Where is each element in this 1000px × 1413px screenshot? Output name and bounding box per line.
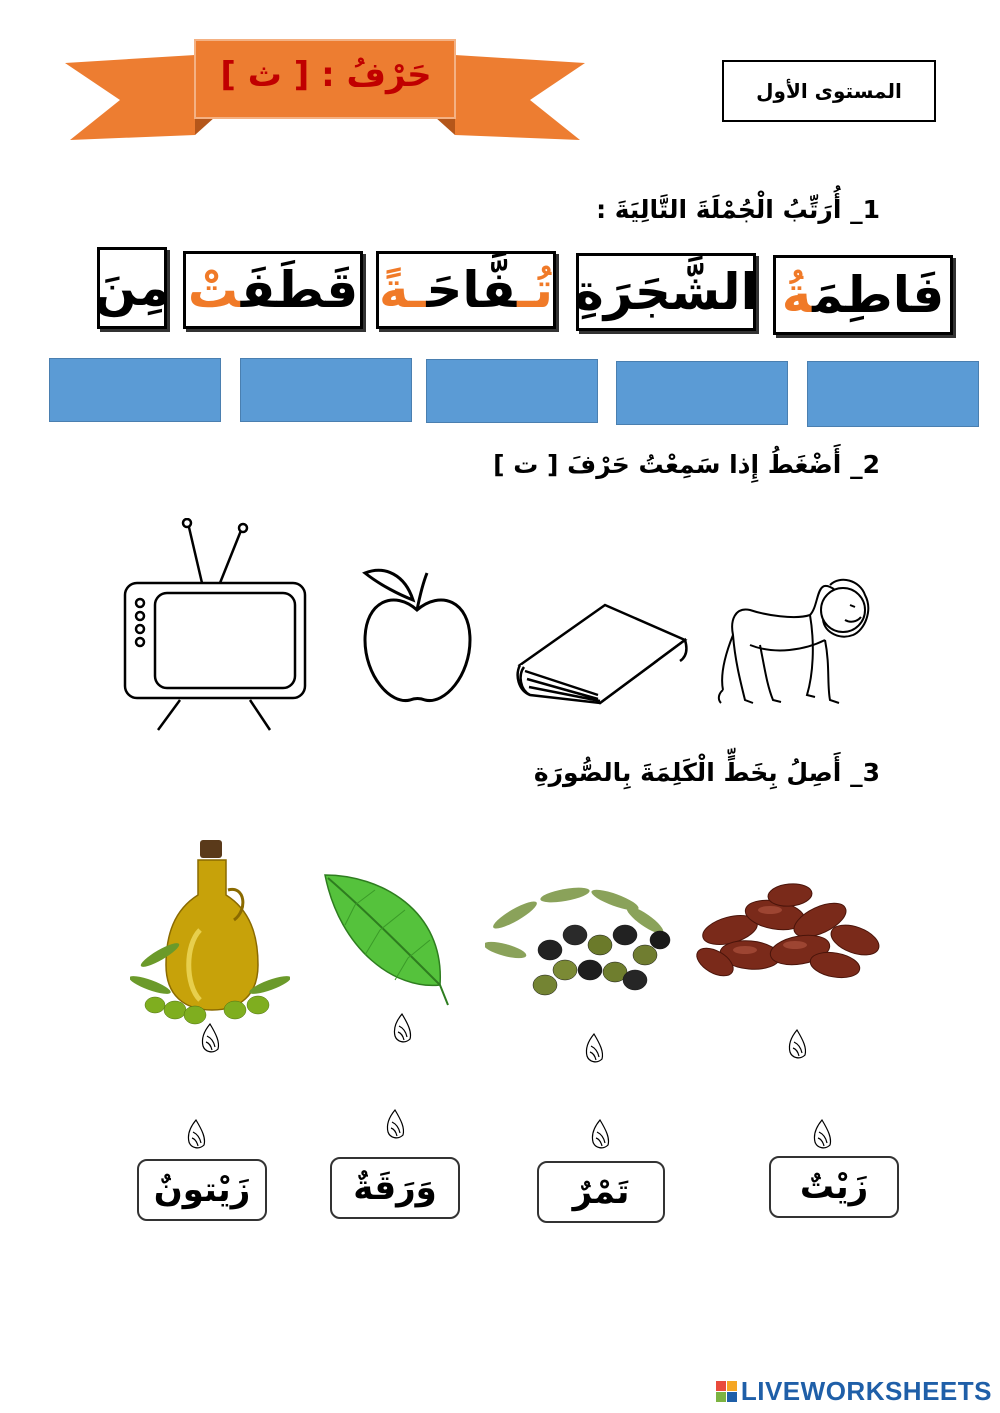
word-box-tamr: تَمْرٌ	[537, 1161, 665, 1223]
shell-icon[interactable]	[383, 1108, 407, 1142]
shell-icon[interactable]	[198, 1022, 222, 1056]
drop-zone-2[interactable]	[616, 361, 788, 425]
shell-icon[interactable]	[390, 1012, 414, 1046]
word-box-waraqa: وَرَقَةٌ	[330, 1157, 460, 1219]
word-card-label: فَاطِمَةُ	[781, 266, 945, 324]
liveworksheets-logo	[716, 1376, 992, 1407]
word-card-label: تُـفَّاحَـةً	[378, 261, 554, 319]
word-card-fatima[interactable]	[773, 255, 953, 335]
question-2-title: 2_ أَضْغَطُ إِذا سَمِعْتُ حَرْفَ [ ت ]	[493, 450, 880, 479]
page-title: حَرْفُ : [ ث ]	[220, 55, 432, 95]
word-box-zayt: زَيْتٌ	[769, 1156, 899, 1218]
television-picture[interactable]	[120, 518, 310, 733]
shell-icon[interactable]	[785, 1028, 809, 1062]
apple-picture[interactable]	[355, 565, 480, 710]
shell-icon[interactable]	[588, 1118, 612, 1152]
word-card-tuffaha[interactable]	[376, 251, 556, 329]
leaf-picture	[320, 870, 455, 1010]
drop-zone-4[interactable]	[240, 358, 412, 422]
drop-zone-5[interactable]	[49, 358, 221, 422]
question-1-title: 1_ أُرَتِّبُ الْجُمْلَةَ التَّالِيَةَ :	[596, 195, 880, 224]
word-card-qatafat[interactable]	[183, 251, 363, 329]
logo-squares-icon	[716, 1381, 737, 1402]
lion-picture[interactable]	[715, 565, 875, 715]
word-card-mina[interactable]: مِنَ	[97, 247, 167, 329]
brand-name: LIVEWORKSHEETS	[740, 1376, 992, 1406]
shell-icon[interactable]	[582, 1032, 606, 1066]
shell-icon[interactable]	[184, 1118, 208, 1152]
olive-oil-picture	[130, 835, 290, 1030]
level-label: المستوى الأول	[722, 60, 936, 122]
drop-zone-3[interactable]	[426, 359, 598, 423]
dates-picture	[690, 880, 885, 985]
book-picture[interactable]	[510, 595, 690, 710]
drop-zone-1[interactable]	[807, 361, 979, 427]
question-3-title: 3_ أَصِلُ بِخَطٍّ الْكَلِمَةَ بِالصُّورَةِ	[533, 758, 880, 787]
word-card-label: قَطَفَتْ	[187, 261, 359, 319]
word-card-alshajara[interactable]: الشَّجَرَةِ	[576, 253, 756, 331]
word-box-zaytoon: زَيْتونٌ	[137, 1159, 267, 1221]
shell-icon[interactable]	[810, 1118, 834, 1152]
olives-picture	[485, 880, 680, 1005]
